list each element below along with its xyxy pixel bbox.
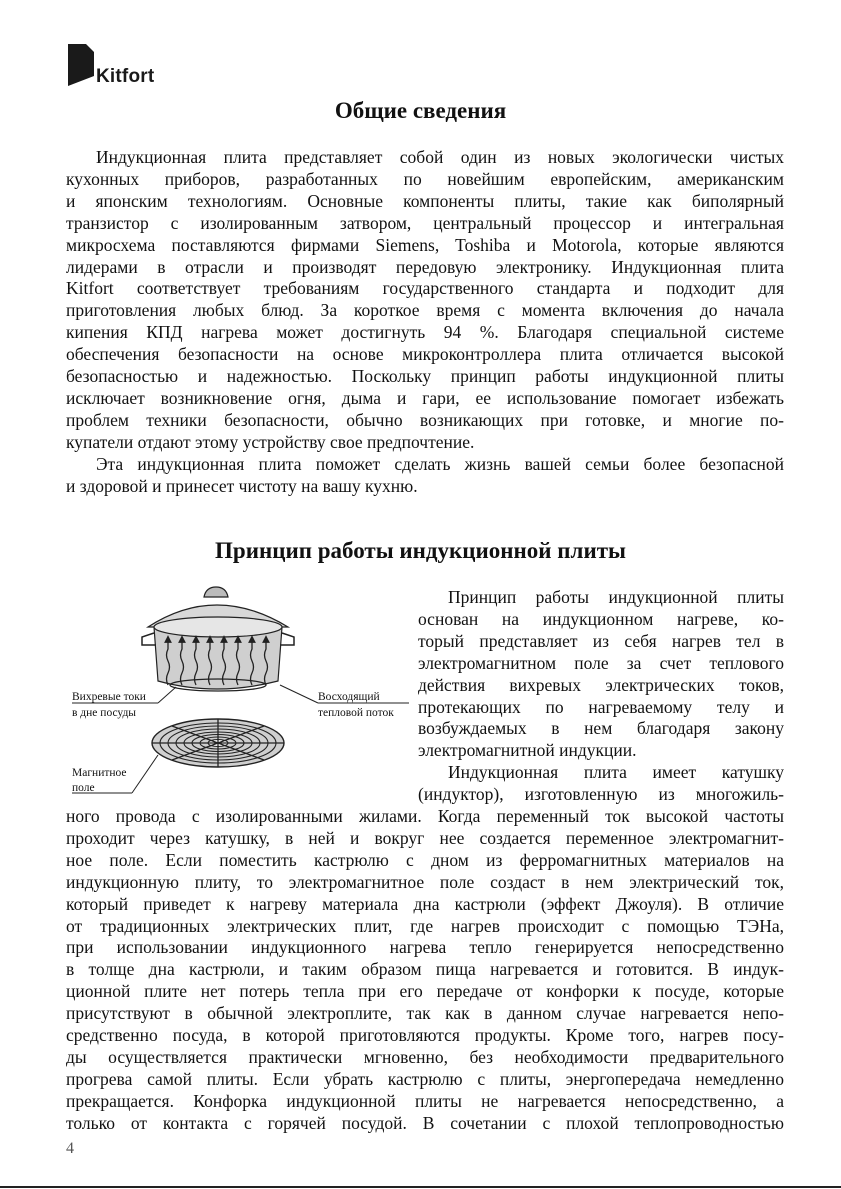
text-line: (индуктор), изготовленную из многожиль- xyxy=(418,784,784,805)
text-line: который приведет к нагреву материала дна кастрюли (эффект Джоуля). В отличие xyxy=(66,893,784,914)
text-line: в толще дна кастрюли, и таким образом пища нагревается и готовится. В индук- xyxy=(66,959,784,980)
text-line: ды осуществляется практически мгновенно, без необходимости предварительного xyxy=(66,1046,784,1067)
principle-text-continued xyxy=(66,806,784,1135)
text-line: ного провода с изолированными жилами. Когда переменный ток высокой частоты xyxy=(66,806,784,826)
text-line: основан на индукционном нагреве, ко- xyxy=(418,608,784,629)
section-title-general: Общие сведения xyxy=(334,98,507,123)
eddy-currents-label-line1: Вихревые токи xyxy=(72,691,146,703)
text-line: торый представляет из себя нагрев тел в xyxy=(418,630,784,651)
eddy-currents-label-line2: в дне посуды xyxy=(72,707,137,719)
heat-flow-label-line1: Восходящий xyxy=(318,691,380,703)
text-line: от традиционных электрических плит, где нагрев происходит с помощью ТЭНа, xyxy=(66,915,784,936)
text-line: исключает возникновение огня, дыма и гари, ее использование помогает избежать xyxy=(66,387,784,408)
principle-text-column xyxy=(418,587,784,806)
page-number: 4 xyxy=(66,1140,74,1157)
text-line: электромагнитной индукции. xyxy=(418,740,637,761)
heat-flow-label-line2: тепловой поток xyxy=(318,707,394,719)
text-line: действия вихревых электрических токов, xyxy=(418,674,784,695)
text-line: Kitfort соответствует требованиям государственного стандарта и подходит для xyxy=(66,278,784,299)
text-line: Принцип работы индукционной плиты xyxy=(448,587,784,607)
magnetic-field-label-line2: поле xyxy=(72,782,95,794)
text-line: кипения КПД нагрева может достигнуть 94 %. Благодаря специальной системе xyxy=(66,322,784,343)
text-line: прогрева самой плиты. Если убрать кастрюлю с плиты, энергопередача немедленно xyxy=(66,1068,784,1089)
text-line: присутствуют в обычной электроплите, так как в данном случае нагревается непо- xyxy=(66,1003,784,1024)
text-line: проблем техники безопасности, обычно возникающих при готовке, и многие по- xyxy=(66,409,784,430)
text-line: ное поле. Если поместить кастрюлю с дном из ферромагнитных материалов на xyxy=(66,849,784,870)
text-line: микросхема поставляются фирмами Siemens, Toshiba и Motorola, которые являются xyxy=(66,234,784,255)
text-line: прекращается. Конфорка индукционной плиты не нагревается непосредственно, а xyxy=(66,1090,784,1111)
text-line: только от контакта с горячей посудой. В сочетании с плохой теплопроводностью xyxy=(66,1112,784,1133)
text-line: Эта индукционная плита поможет сделать жизнь вашей семьи более безопасной xyxy=(96,453,784,474)
text-line: транзистор с изолированным затвором, центральный процессор и интегральная xyxy=(66,212,784,233)
text-line: лидерами в отрасли и производят передовую электронику. Индукционная плита xyxy=(66,256,784,277)
text-line: при использовании индукционного нагрева тепло генерируется непосредственно xyxy=(66,937,784,958)
kitfort-logo xyxy=(66,42,166,90)
text-line: индукционную плиту, то электромагнитное поле создаст в нем электрический ток, xyxy=(66,871,784,892)
bottom-rule xyxy=(0,1186,841,1188)
text-line: обеспечения безопасности на основе микроконтроллера плита отличается высокой xyxy=(66,344,784,365)
text-line: и здоровой и принесет чистоту на вашу кухню. xyxy=(66,475,418,496)
text-line: возбуждаемых в нем благодаря закону xyxy=(418,718,784,739)
text-line: и японским технологиям. Основные компоненты плиты, такие как биполярный xyxy=(66,190,784,211)
text-line: протекающих по нагреваемому телу и xyxy=(418,696,784,717)
text-line: средственно посуда, в которой приготовляются продукты. Кроме того, нагрев посу- xyxy=(66,1025,784,1046)
text-line: Индукционная плита представляет собой один из новых экологически чистых xyxy=(96,147,784,167)
text-line: ционной плите нет потерь тепла при его передаче от конфорки к посуде, которые xyxy=(66,981,784,1002)
text-line: безопасностью и надежностью. Поскольку принцип работы индукционной плиты xyxy=(66,366,784,387)
kitfort-logo-icon xyxy=(66,42,96,86)
text-line: Индукционная плита имеет катушку xyxy=(448,762,784,783)
text-line: приготовления любых блюд. За короткое время с момента включения до начала xyxy=(66,300,784,321)
intro-text xyxy=(66,147,784,498)
induction-diagram xyxy=(66,585,411,800)
text-line: электромагнитном поле за счет теплового xyxy=(418,652,784,673)
text-line: купатели отдают этому устройству свое предпочтение. xyxy=(66,431,475,452)
text-line: кухонных приборов, разработанных по новейшим европейским, американским xyxy=(66,168,784,189)
text-line: проходит через катушку, в ней и вокруг нее создается переменное электромагнит- xyxy=(66,827,784,848)
magnetic-field-label-line1: Магнитное xyxy=(72,767,127,779)
section-title-principle: Принцип работы индукционной плиты xyxy=(215,538,626,563)
brand-name: Kitfort xyxy=(96,66,155,87)
